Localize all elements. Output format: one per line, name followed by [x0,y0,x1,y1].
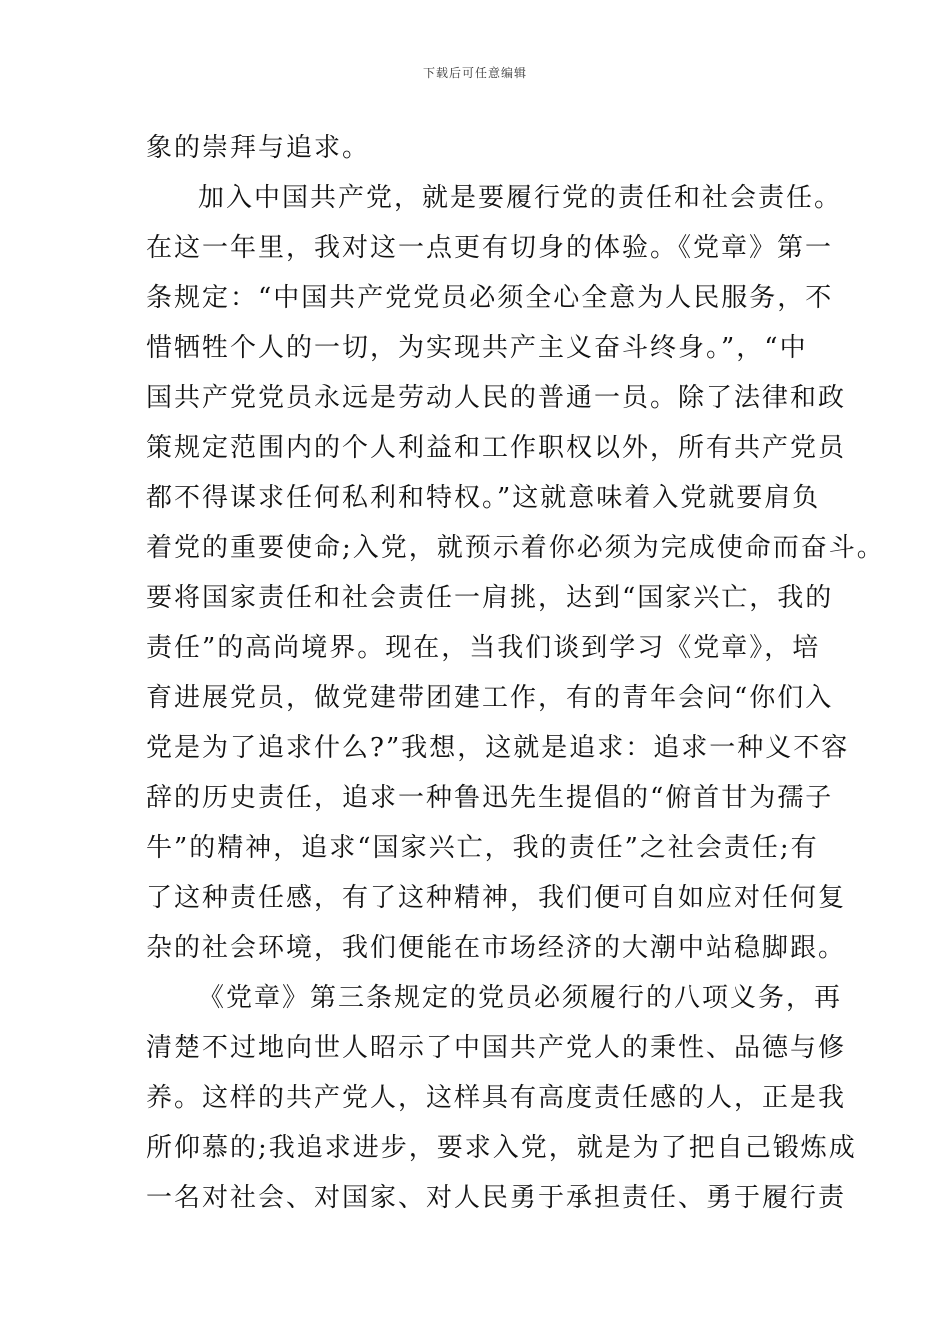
text-line: 辞的历史责任，追求一种鲁迅先生提倡的“俯首甘为孺子 [146,783,834,813]
text-line: 党是为了追求什么?”我想，这就是追求：追求一种义不容 [146,733,850,763]
text-line: 惜牺牲个人的一切，为实现共产主义奋斗终身。”，“中 [146,333,808,363]
text-line: 象的崇拜与追求。 [146,133,371,163]
paragraph-start-line: 《党章》第三条规定的党员必须履行的八项义务，再 [198,983,843,1013]
text-line: 条规定：“中国共产党党员必须全心全意为人民服务，不 [146,283,834,313]
text-line: 策规定范围内的个人利益和工作职权以外，所有共产党员 [146,433,847,463]
text-line: 养。这样的共产党人，这样具有高度责任感的人，正是我 [146,1083,847,1113]
paragraph-start-line: 加入中国共产党，就是要履行党的责任和社会责任。 [198,183,843,213]
text-line: 着党的重要使命;入党，就预示着你必须为完成使命而奋斗。 [146,533,885,563]
text-line: 杂的社会环境，我们便能在市场经济的大潮中站稳脚跟。 [146,933,847,963]
text-line: 育进展党员，做党建带团建工作，有的青年会问“你们入 [146,683,834,713]
text-line: 清楚不过地向世人昭示了中国共产党人的秉性、品德与修 [146,1033,847,1063]
text-line: 所仰慕的;我追求进步，要求入党，就是为了把自己锻炼成 [146,1133,857,1163]
text-line: 国共产党党员永远是劳动人民的普通一员。除了法律和政 [146,383,847,413]
header-note: 下载后可任意编辑 [422,66,527,80]
text-line: 牛”的精神，追求“国家兴亡，我的责任”之社会责任;有 [146,833,819,863]
text-line: 责任”的高尚境界。现在，当我们谈到学习《党章》，培 [146,633,821,663]
text-line: 在这一年里，我对这一点更有切身的体验。《党章》第一 [146,233,834,263]
text-line: 一名对社会、对国家、对人民勇于承担责任、勇于履行责 [146,1183,847,1213]
text-line: 了这种责任感，有了这种精神，我们便可自如应对任何复 [146,883,847,913]
text-line: 要将国家责任和社会责任一肩挑，达到“国家兴亡，我的 [146,583,834,613]
text-line: 都不得谋求任何私利和特权。”这就意味着入党就要肩负 [146,483,821,513]
